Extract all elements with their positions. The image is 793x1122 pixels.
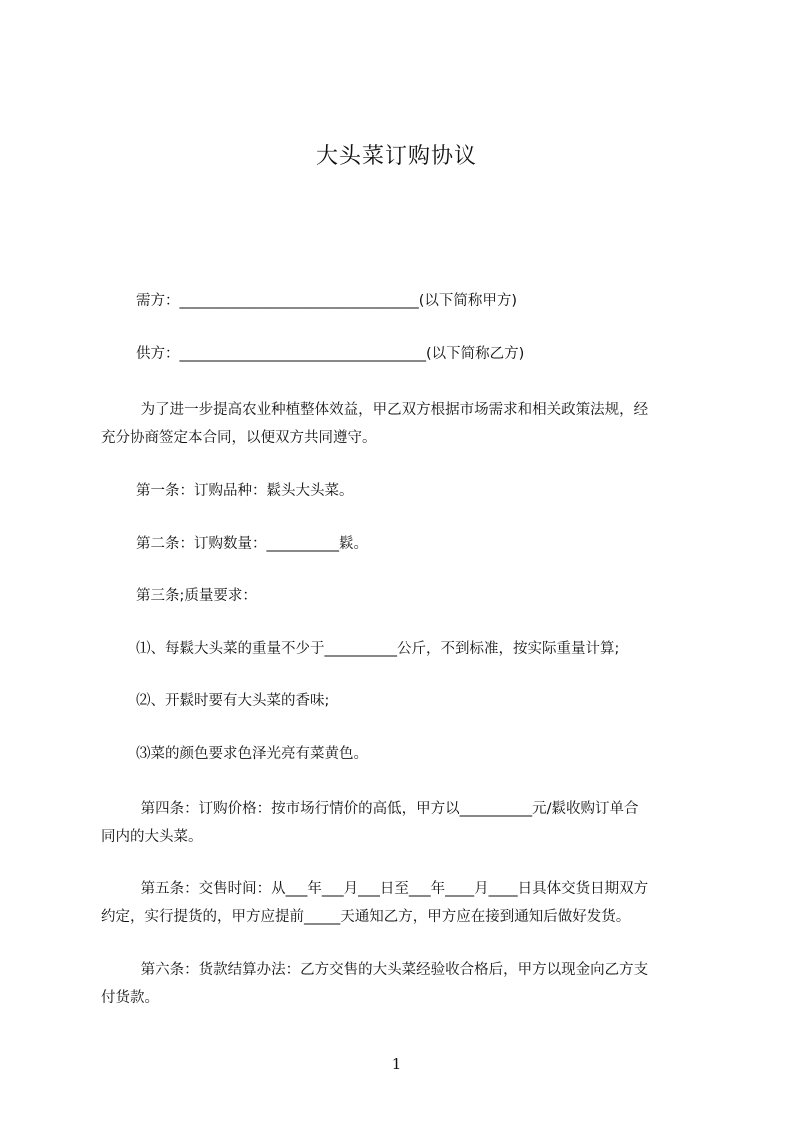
- party-b-line: 供方：__________________________________(以下简称乙方): [136, 346, 525, 362]
- article-5-line-2: 约定，实行提货的，甲方应提前_____天通知乙方，甲方应在接到通知后做好发货。: [101, 909, 631, 925]
- article-4-line-2: 同内的大头菜。: [101, 829, 203, 845]
- article-6-line-1: 第六条：货款结算办法：乙方交售的大头菜经验收合格后，甲方以现金向乙方支: [136, 962, 649, 978]
- article-1: 第一条：订购品种：鬏头大头菜。: [136, 483, 354, 499]
- document-title: 大头菜订购协议: [315, 144, 477, 169]
- intro-line-2: 充分协商签定本合同，以便双方共同遵守。: [101, 430, 377, 446]
- article-3-item-1: ⑴、每鬏大头菜的重量不少于__________公斤，不到标准，按实际重量计算;: [136, 641, 620, 657]
- intro-line-1: 为了进一步提高农业种植整体效益，甲乙双方根据市场需求和相关政策法规，经: [136, 402, 649, 418]
- article-5: [101, 875, 708, 931]
- intro-paragraph: [101, 396, 708, 452]
- article-4-line-1: 第四条：订购价格：按市场行情价的高低，甲方以__________元/鬏收购订单合: [136, 801, 639, 817]
- article-3-item-2: ⑵、开鬏时要有大头菜的香味;: [136, 693, 330, 709]
- article-3-item-3: ⑶菜的颜色要求色泽光亮有菜黄色。: [136, 746, 368, 762]
- article-2: 第二条：订购数量：__________鬏。: [136, 536, 368, 552]
- page-number: 1: [391, 1055, 402, 1073]
- article-6: [101, 956, 708, 1012]
- article-5-line-1: 第五条：交售时间：从___年___月___日至___年____月____日具体交货日期双方: [136, 881, 649, 897]
- party-a-line: 需方：_________________________________(以下简称甲方): [136, 293, 518, 309]
- article-6-line-2: 付货款。: [101, 990, 159, 1006]
- article-4: [101, 795, 708, 851]
- article-3-heading: 第三条;质量要求：: [136, 588, 257, 604]
